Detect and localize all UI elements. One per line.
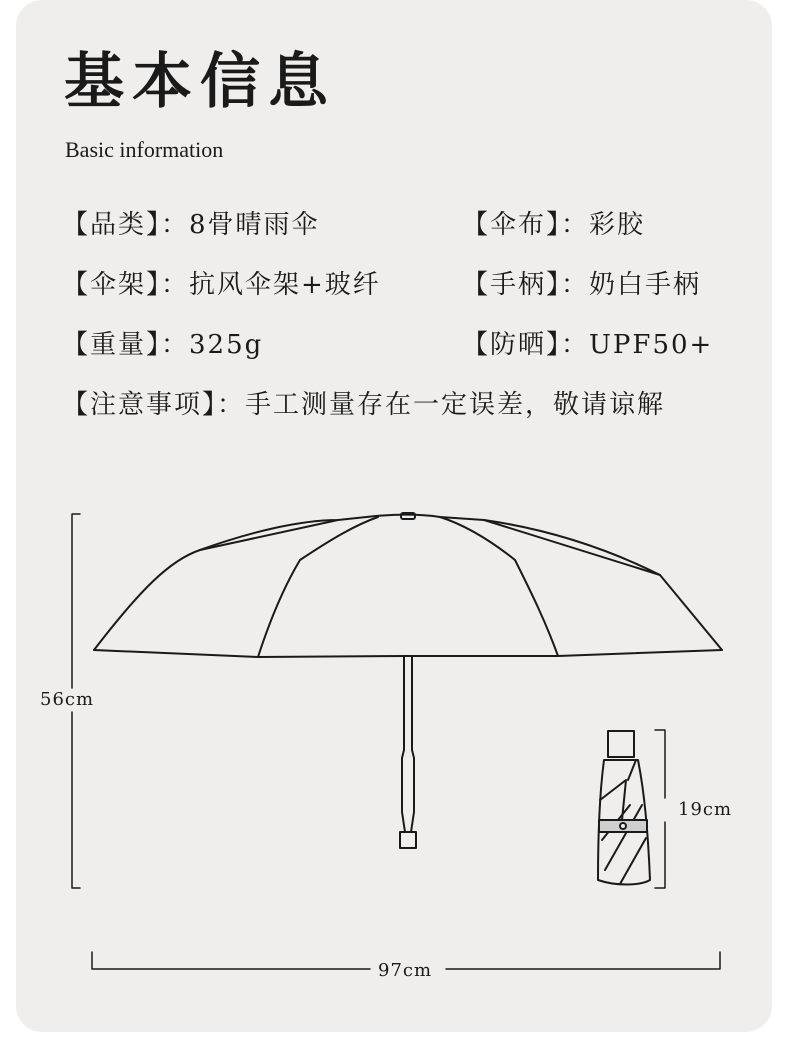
open-umbrella-rib-left: [258, 517, 378, 657]
spec-category-label: 【品类】：: [62, 210, 190, 240]
open-umbrella-hem: [94, 650, 722, 657]
page-subtitle: Basic information: [65, 137, 224, 162]
open-umbrella-rib-far-left: [200, 520, 338, 550]
folded-umbrella-cap: [608, 731, 634, 757]
spec-weight-label: 【重量】：: [62, 330, 190, 360]
folded-umbrella-button: [620, 823, 626, 829]
folded-umbrella-fold-4: [620, 838, 646, 884]
folded-umbrella-fold-5: [628, 760, 636, 780]
spec-note-value: 手工测量存在一定误差，敬请谅解: [245, 390, 666, 420]
spec-frame-value: 抗风伞架+玻纤: [189, 270, 381, 300]
spec-handle-value: 奶白手柄: [589, 270, 702, 300]
spec-weight-value: 325g: [189, 330, 264, 360]
open-umbrella-handle: [400, 832, 416, 848]
open-umbrella-tip: [401, 513, 415, 519]
spec-sun-value: UPF50+: [589, 330, 714, 360]
spec-category-value: 8骨晴雨伞: [189, 210, 320, 240]
spec-handle-label: 【手柄】：: [462, 270, 590, 300]
open-umbrella-rib-far-right: [484, 520, 660, 575]
spec-fabric-value: 彩胶: [589, 210, 646, 240]
spec-note-label: 【注意事项】：: [62, 390, 246, 420]
page-title: 基本信息: [64, 47, 336, 117]
open-umbrella-canopy: [94, 515, 722, 650]
open-height-label: 56cm: [40, 689, 95, 710]
spec-sun-label: 【防晒】：: [462, 330, 590, 360]
open-umbrella-shaft: [402, 657, 414, 832]
open-width-label: 97cm: [378, 960, 433, 981]
spec-fabric-label: 【伞布】：: [462, 210, 590, 240]
folded-length-label: 19cm: [678, 799, 733, 820]
folded-dimension-line: [655, 730, 665, 888]
spec-frame-label: 【伞架】：: [62, 270, 190, 300]
